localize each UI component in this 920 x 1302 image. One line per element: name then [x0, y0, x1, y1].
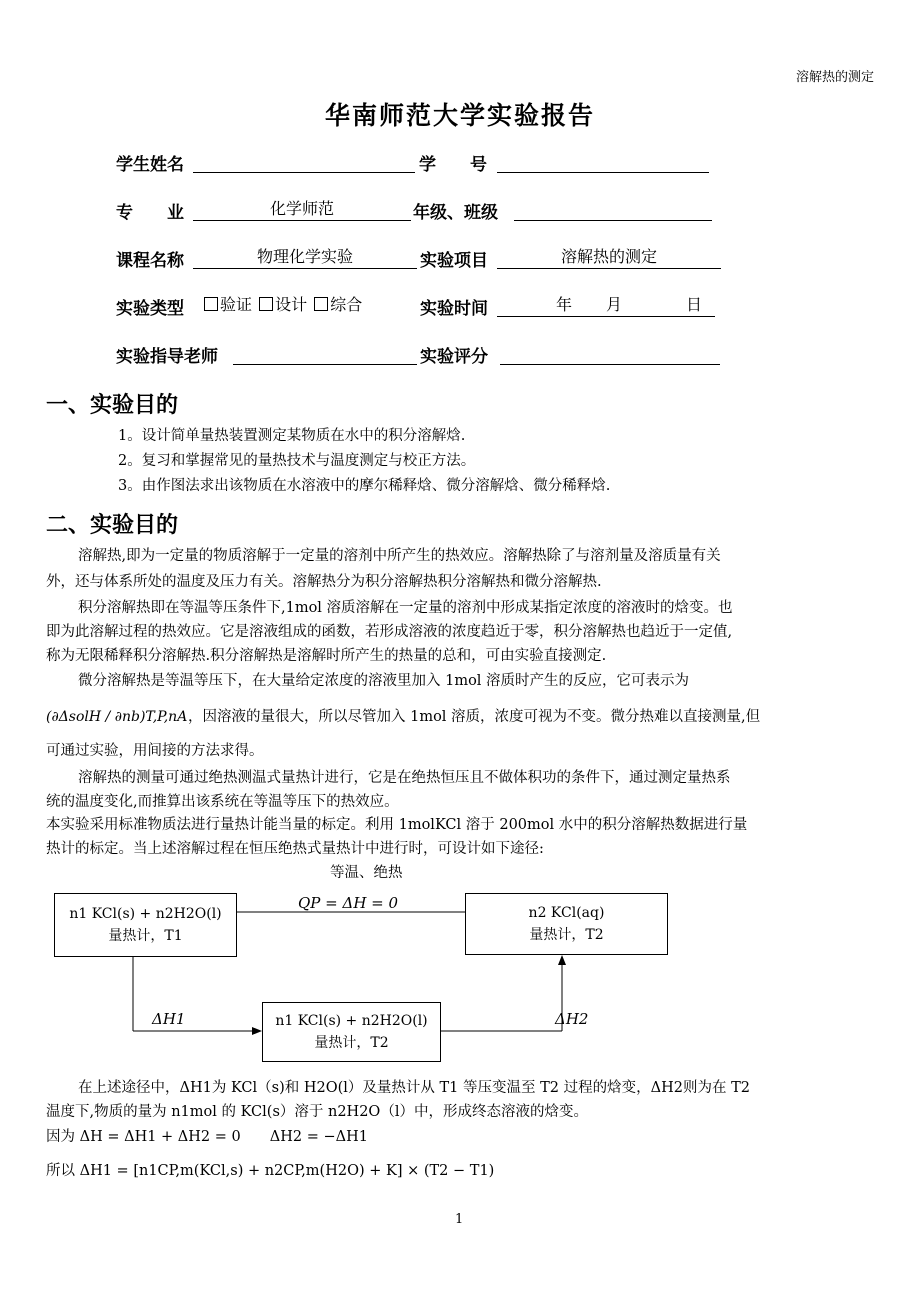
- box1-line2: 量热计，T1: [108, 928, 183, 944]
- time-label: 实验时间: [420, 299, 488, 319]
- para6-line2: 温度下,物质的量为 n1mol 的 KCl(s）溶于 n2H2O（l）中，形成终态溶液的焓变。: [46, 1104, 588, 1120]
- major-label: 专 业: [116, 203, 184, 223]
- qp-label: QP = ΔH = 0: [298, 894, 399, 912]
- time-month: 月: [606, 295, 623, 314]
- to-box2-arrowhead: [558, 955, 566, 965]
- dh1-label: ΔH1: [152, 1010, 186, 1028]
- grade-class-label: 年级、班级: [413, 203, 498, 223]
- page-number: 1: [455, 1212, 464, 1227]
- course-label: 课程名称: [116, 251, 184, 271]
- teacher-label: 实验指导老师: [116, 347, 218, 367]
- student-id-label: 学 号: [419, 155, 487, 175]
- para3-line1: 微分溶解热是等温等压下，在大量给定浓度的溶液里加入 1mol 溶质时产生的反应，它可表示为: [78, 673, 690, 689]
- purpose-item-3: 3。由作图法求出该物质在水溶液中的摩尔稀释焓、微分溶解焓、微分稀释焓.: [118, 478, 611, 494]
- para1-line1: 溶解热,即为一定量的物质溶解于一定量的溶剂中所产生的热效应。溶解热除了与溶剂量及溶质量有关: [78, 548, 721, 564]
- para3-formula: (∂ΔsolH / ∂nb)T,P,nA: [46, 709, 188, 725]
- type-label: 实验类型: [116, 299, 184, 319]
- verify-option: 验证: [220, 295, 253, 314]
- major-field[interactable]: 化学师范: [193, 198, 411, 221]
- box2-line2: 量热计，T2: [529, 927, 604, 943]
- project-field[interactable]: 溶解热的测定: [497, 246, 721, 269]
- to-box3-arrowhead: [252, 1027, 262, 1035]
- para5-line1: 本实验采用标准物质法进行量热计能当量的标定。利用 1molKCl 溶于 200mol 水中的积分溶解热数据进行量: [46, 817, 748, 833]
- course-field[interactable]: 物理化学实验: [193, 246, 417, 269]
- section1-heading: 一、实验目的: [46, 392, 179, 418]
- initial-state-box: [54, 893, 237, 957]
- para1-line2: 外，还与体系所处的温度及压力有关。溶解热分为积分溶解热积分溶解热和微分溶解热.: [46, 574, 602, 590]
- project-label: 实验项目: [420, 251, 488, 271]
- para4-line1: 溶解热的测量可通过绝热测温式量热计进行，它是在绝热恒压且不做体积功的条件下，通过测定量热系: [78, 770, 731, 786]
- time-year: 年: [556, 295, 573, 314]
- para5-line2: 热计的标定。当上述溶解过程在恒压绝热式量热计中进行时，可设计如下途径:: [46, 841, 544, 857]
- para3-line2: ，因溶液的量很大，所以尽管加入 1mol 溶质，浓度可视为不变。微分热难以直接测量,但: [188, 709, 761, 725]
- time-day: 日: [686, 295, 703, 314]
- box3-line1: n1 KCl(s) + n2H2O(l): [275, 1013, 428, 1029]
- student-name-label: 学生姓名: [116, 155, 184, 175]
- section2-heading: 二、实验目的: [46, 512, 179, 538]
- para3-line3: 可通过实验，用间接的方法求得。: [46, 743, 264, 759]
- diagram-top-label: 等温、绝热: [330, 865, 403, 881]
- final-state-box: [465, 893, 668, 955]
- purpose-item-2: 2。复习和掌握常见的量热技术与温度测定与校正方法。: [118, 453, 476, 469]
- para2-line2: 即为此溶解过程的热效应。它是溶液组成的函数，若形成溶液的浓度趋近于零，积分溶解热也趋近于一定值,: [46, 624, 733, 640]
- design-option: 设计: [275, 295, 308, 314]
- para2-line1: 积分溶解热即在等温等压条件下,1mol 溶质溶解在一定量的溶剂中形成某指定浓度的溶液时的焓变。也: [78, 600, 733, 616]
- comprehensive-option: 综合: [330, 295, 363, 314]
- score-label: 实验评分: [420, 347, 488, 367]
- page-title: 华南师范大学实验报告: [324, 101, 595, 130]
- box3-line2: 量热计，T2: [314, 1035, 389, 1051]
- box1-line1: n1 KCl(s) + n2H2O(l): [69, 906, 222, 922]
- para2-line3: 称为无限稀释积分溶解热.积分溶解热是溶解时所产生的热量的总和，可由实验直接测定.: [46, 648, 607, 664]
- purpose-item-1: 1。设计简单量热装置测定某物质在水中的积分溶解焓.: [118, 428, 466, 444]
- dh2-label: ΔH2: [555, 1010, 589, 1028]
- equation-1: 因为 ΔH = ΔH1 + ΔH2 = 0 ΔH2 = −ΔH1: [46, 1129, 368, 1145]
- running-header: 溶解热的测定: [795, 70, 874, 85]
- intermediate-state-box: [262, 1002, 441, 1062]
- para6-line1: 在上述途径中，ΔH1为 KCl（s)和 H2O(l）及量热计从 T1 等压变温至 T2 过程的焓变，ΔH2则为在 T2: [78, 1080, 750, 1096]
- para4-line2: 统的温度变化,而推算出该系统在等温等压下的热效应。: [46, 794, 399, 810]
- equation-2: 所以 ΔH1 = [n1CP,m(KCl,s) + n2CP,m(H2O) + K] × (T2 − T1): [46, 1163, 495, 1179]
- box2-line1: n2 KCl(aq): [528, 905, 605, 921]
